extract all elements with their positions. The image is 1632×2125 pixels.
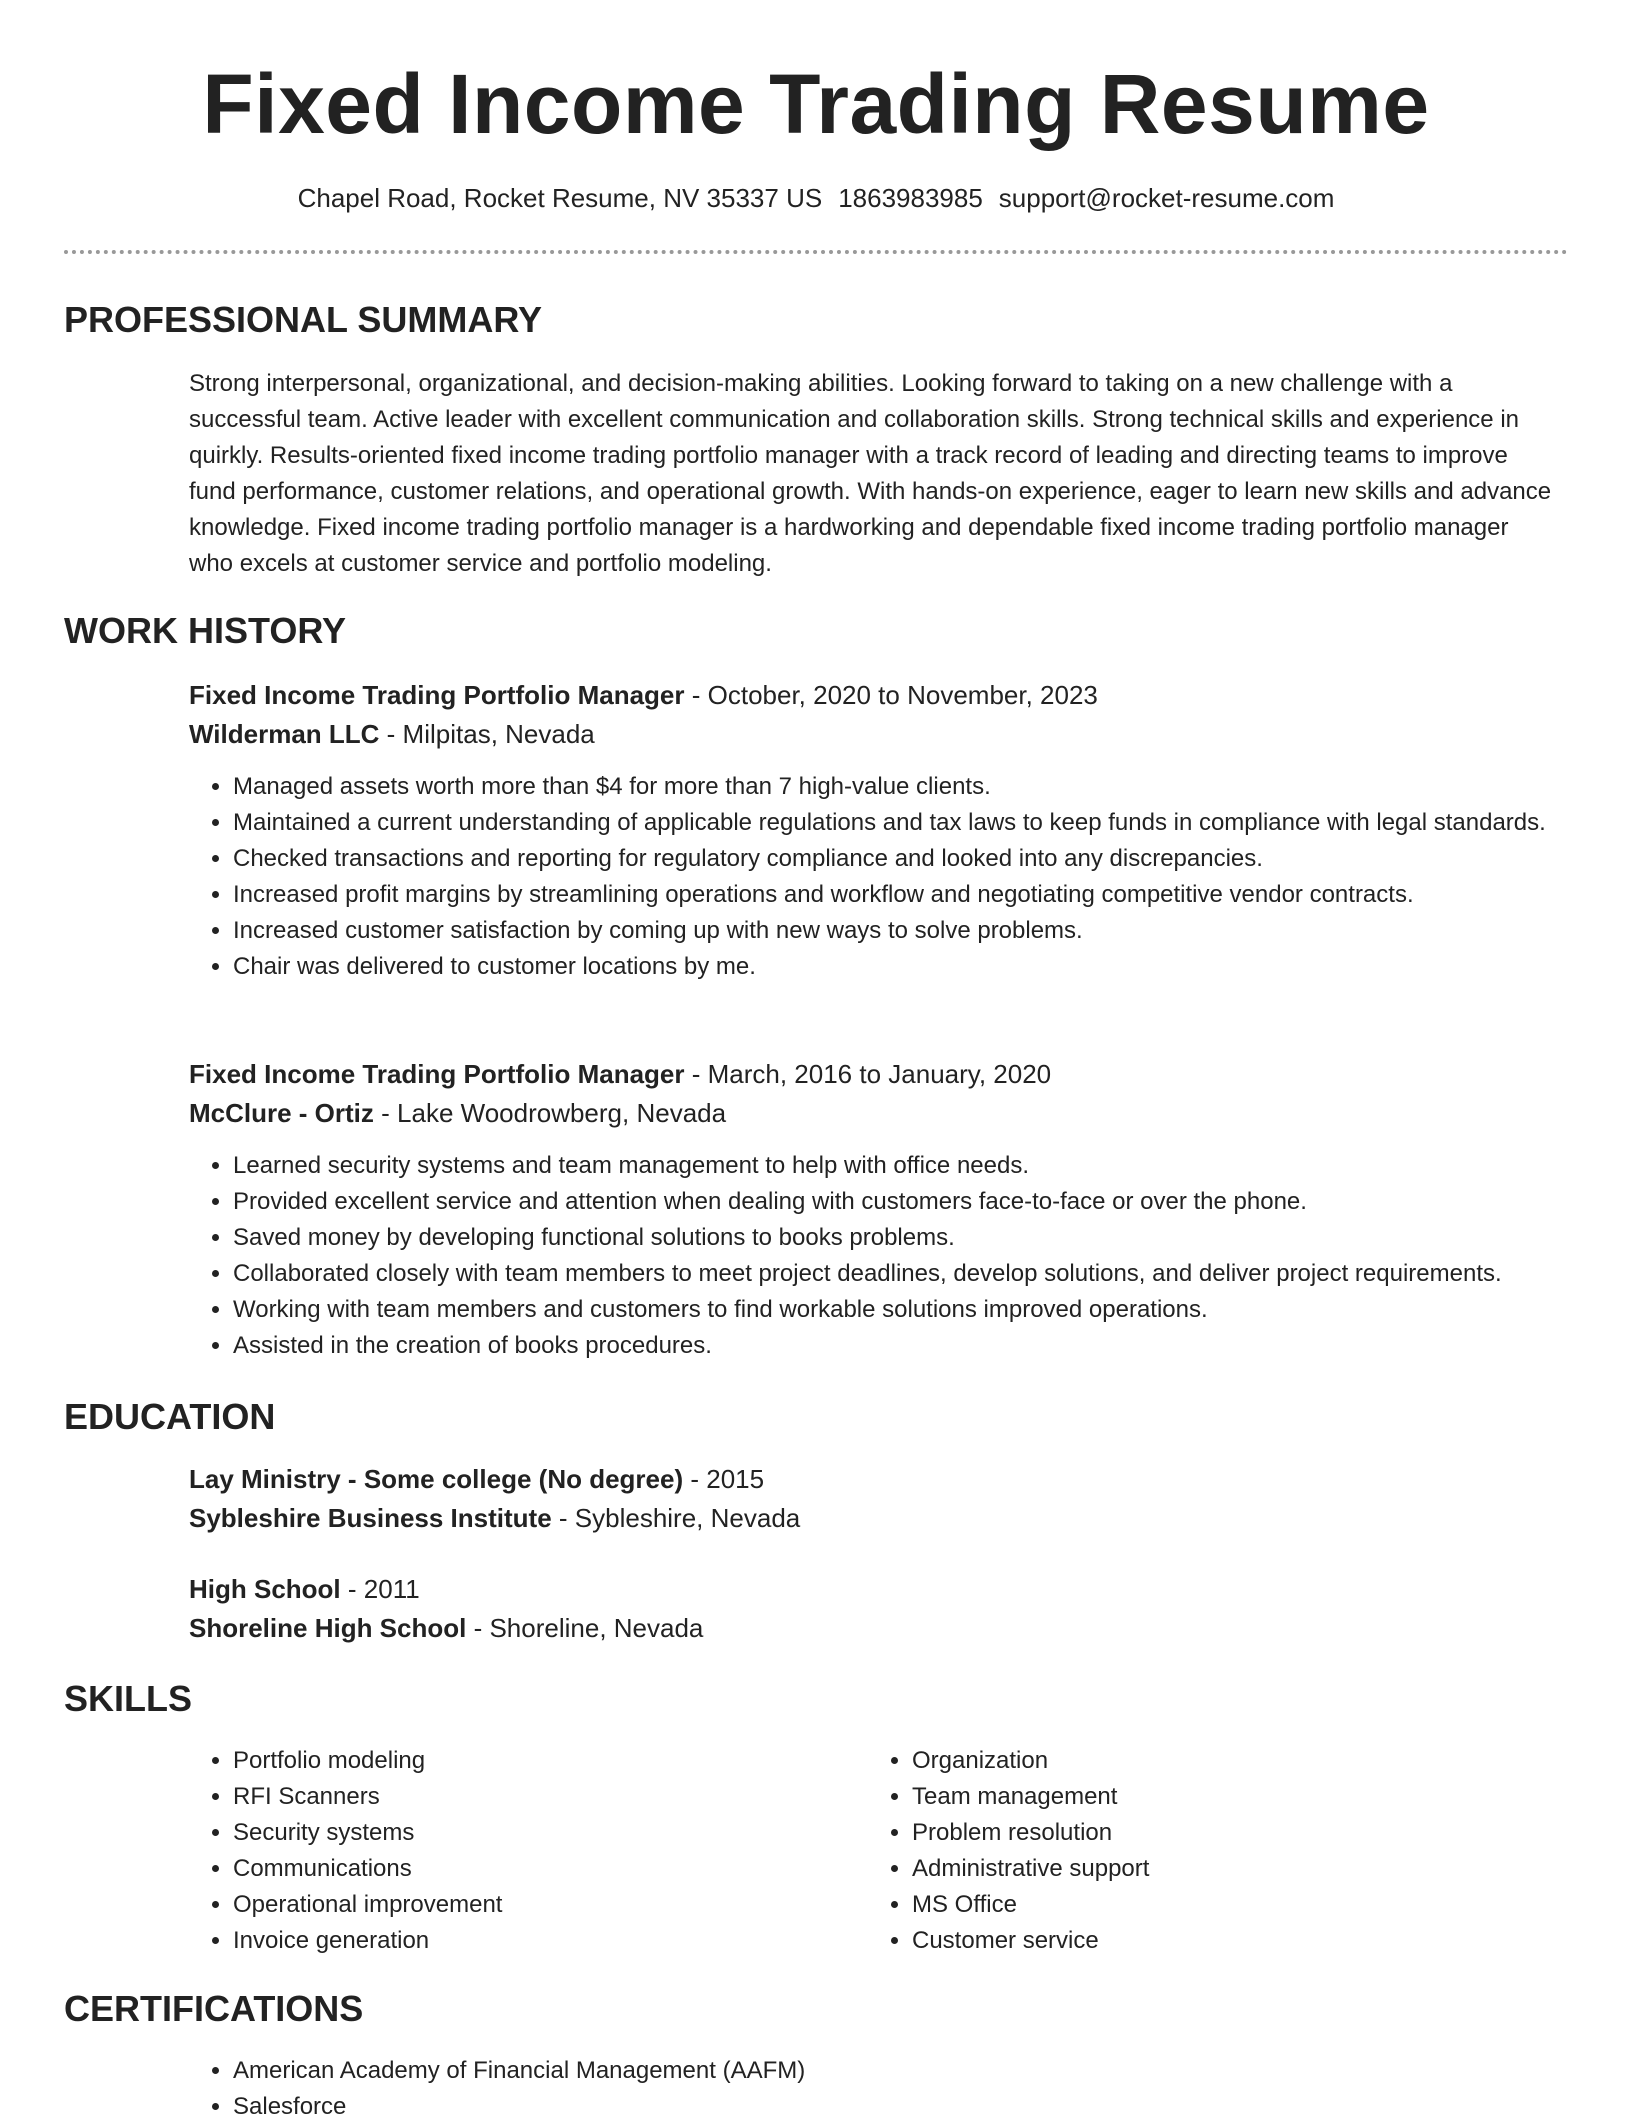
resume-title: Fixed Income Trading Resume [202,57,1430,151]
list-item: • Security systems [233,1815,829,1851]
list-item: • Checked transactions and reporting for regulatory compliance and looked into any discrepancies. [233,841,1569,877]
list-item: • Provided excellent service and attention when dealing with customers face-to-face or over the phone. [233,1184,1569,1220]
education-degree: High School [189,1574,341,1604]
contact-line [0,180,1632,216]
skills-heading: SKILLS [64,1678,193,1719]
list-item: • Team management [912,1779,1508,1815]
job-title: Fixed Income Trading Portfolio Manager [189,680,685,710]
education-degree-line [189,1460,1569,1499]
work-history-heading: WORK HISTORY [64,610,347,651]
skills-list [189,1743,829,1959]
job-bullets [189,769,1569,985]
list-item: • Portfolio modeling [233,1743,829,1779]
summary-heading: PROFESSIONAL SUMMARY [64,299,543,340]
list-item: • American Academy of Financial Management (AAFM) [233,2053,1569,2089]
education-location: - Sybleshire, Nevada [551,1503,801,1533]
job-company: McClure - Ortiz [189,1098,374,1128]
list-item: • Learned security systems and team management to help with office needs. [233,1148,1569,1184]
list-item: • MS Office [912,1887,1508,1923]
list-item: • Collaborated closely with team members to meet project deadlines, develop solutions, and deliver project requirements. [233,1256,1569,1292]
job-dates: - March, 2016 to January, 2020 [684,1059,1052,1089]
education-year: - 2011 [340,1574,420,1604]
summary-text: Strong interpersonal, organizational, and decision-making abilities. Looking forward to taking on a new challenge with a successful team. Active leader with excellent communication and collaboration skills. Strong technical skills and experience in quirkly. Results-oriented fixed income trading portfolio manager with a track record of leading and directing teams to improve fund performance, customer relations, and operational growth. With hands-on experience, eager to learn new skills and advance knowledge. Fixed income trading portfolio manager is a hardworking and dependable fixed income trading portfolio manager who excels at customer service and portfolio modeling. [189,370,1552,577]
list-item: • RFI Scanners [233,1779,829,1815]
list-item: • Invoice generation [233,1923,829,1959]
education-school: Shoreline High School [189,1613,467,1643]
list-item: • Customer service [912,1923,1508,1959]
certifications-list [189,2053,1569,2125]
list-item: • Operational improvement [233,1887,829,1923]
list-item: • Saved money by developing functional solutions to books problems. [233,1220,1569,1256]
list-item: • Organization [912,1743,1508,1779]
job-dates: - October, 2020 to November, 2023 [684,680,1098,710]
education-year: - 2015 [683,1464,765,1494]
list-item: • Maintained a current understanding of applicable regulations and tax laws to keep funds in compliance with legal standards. [233,805,1569,841]
certifications-block [189,2053,1569,2125]
education-entry [189,1570,1569,1648]
list-item: • Assisted in the creation of books procedures. [233,1328,1569,1364]
education-degree: Lay Ministry - Some college (No degree) [189,1464,684,1494]
skills-list [868,1743,1508,1959]
job-company: Wilderman LLC [189,719,380,749]
job-company-line [189,1094,1569,1133]
job-company-line [189,715,1569,754]
list-item: • Problem resolution [912,1815,1508,1851]
contact-phone: 1863983985 [838,183,983,213]
list-item: • Increased profit margins by streamlining operations and workflow and negotiating competitive vendor contracts. [233,877,1569,913]
education-heading: EDUCATION [64,1396,276,1437]
list-item: • Working with team members and customers to find workable solutions improved operations. [233,1292,1569,1328]
list-item: • Chair was delivered to customer locations by me. [233,949,1569,985]
list-item: • Managed assets worth more than $4 for more than 7 high-value clients. [233,769,1569,805]
education-school-line [189,1499,1569,1538]
skills-left-column [189,1743,829,1959]
list-item: • Administrative support [912,1851,1508,1887]
contact-address: Chapel Road, Rocket Resume, NV 35337 US [297,183,823,213]
education-entry [189,1460,1569,1538]
job-location: - Lake Woodrowberg, Nevada [373,1098,727,1128]
certifications-heading: CERTIFICATIONS [64,1988,364,2029]
job-location: - Milpitas, Nevada [379,719,595,749]
job-bullets [189,1148,1569,1364]
list-item: • Salesforce [233,2089,1569,2125]
job-title-line [189,676,1569,715]
job-title-line [189,1055,1569,1094]
education-school: Sybleshire Business Institute [189,1503,552,1533]
list-item: • Increased customer satisfaction by coming up with new ways to solve problems. [233,913,1569,949]
job-title: Fixed Income Trading Portfolio Manager [189,1059,685,1089]
contact-email[interactable]: support@rocket-resume.com [998,183,1335,213]
education-degree-line [189,1570,1569,1609]
job-entry [189,676,1569,985]
education-school-line [189,1609,1569,1648]
skills-right-column [868,1743,1508,1959]
education-location: - Shoreline, Nevada [466,1613,704,1643]
header-divider [64,250,1568,254]
job-entry [189,1055,1569,1364]
list-item: • Communications [233,1851,829,1887]
